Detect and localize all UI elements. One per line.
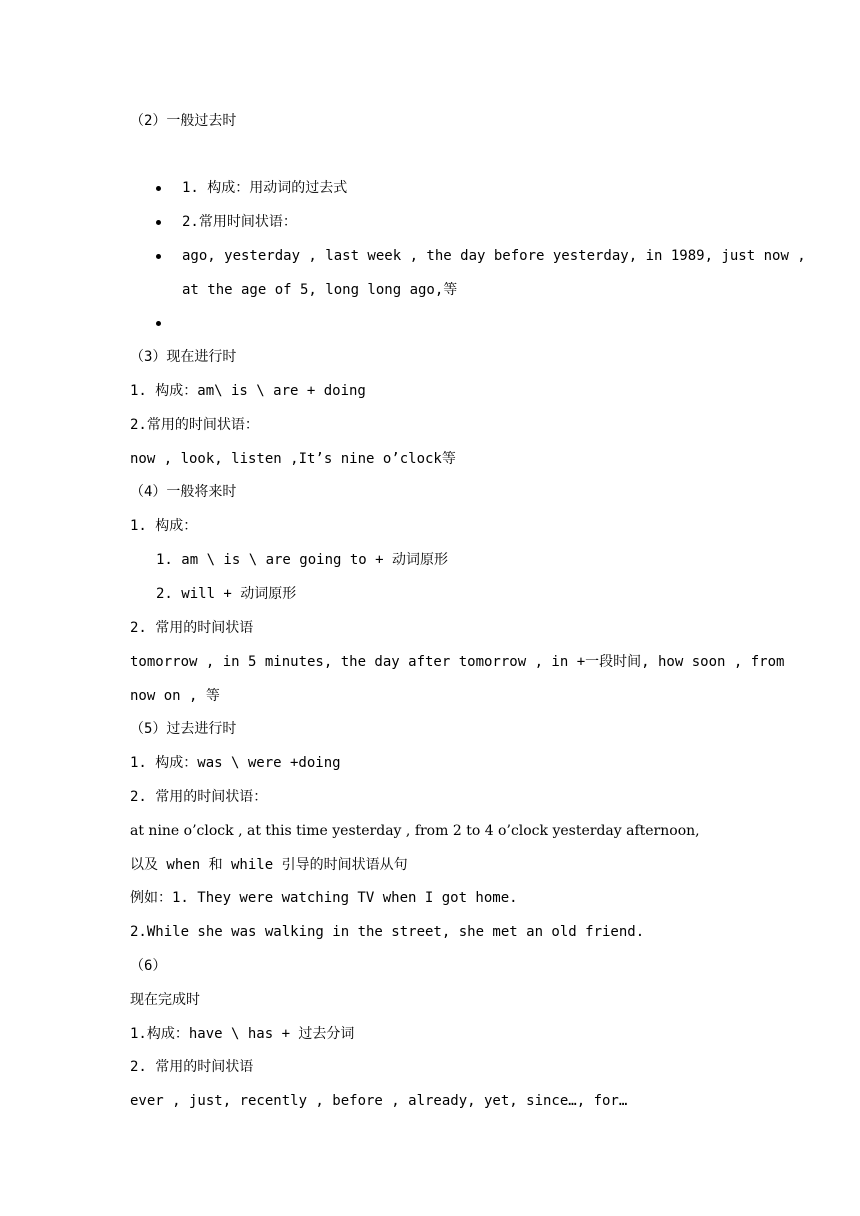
- s2-adverbial-line-1: ago, yesterday , last week , the day before yesterday, in 1989, just now ,: [182, 248, 806, 264]
- s2-structure: 1. 构成：用动词的过去式: [182, 180, 348, 196]
- section-3-title: （3）现在进行时: [130, 349, 237, 365]
- s6-structure: 1.构成：have \ has + 过去分词: [130, 1026, 355, 1042]
- bullet-dot: [156, 186, 161, 191]
- s6-adverbial-examples: ever , just, recently , before , already, yet, since…, for…: [130, 1093, 628, 1109]
- s4-structure-item-1: 1. am \ is \ are going to + 动词原形: [156, 552, 449, 568]
- s3-adverbial-label: 2.常用的时间状语：: [130, 417, 259, 433]
- s5-example-1: 例如：1. They were watching TV when I got home.: [130, 890, 518, 906]
- s4-adverbial-line-1: tomorrow , in 5 minutes, the day after tomorrow , in +一段时间, how soon , from: [130, 654, 785, 670]
- s5-adverbial-label: 2. 常用的时间状语：: [130, 789, 268, 805]
- bullet-dot-empty: [156, 321, 161, 326]
- section-2-title: （2）一般过去时: [130, 113, 237, 129]
- s4-adverbial-label: 2. 常用的时间状语: [130, 620, 254, 636]
- s3-adverbial-examples: now , look, listen ,It’s nine o’clock等: [130, 451, 456, 467]
- s4-structure-label: 1. 构成：: [130, 518, 198, 534]
- s4-adverbial-line-2: now on , 等: [130, 688, 220, 704]
- s5-clause-note: 以及 when 和 while 引导的时间状语从句: [130, 857, 408, 873]
- s3-structure: 1. 构成：am\ is \ are + doing: [130, 383, 366, 399]
- section-6-title: （6）: [130, 958, 167, 974]
- bullet-dot: [156, 220, 161, 225]
- s5-adverbial-examples: at nine o’clock , at this time yesterday , from 2 to 4 o’clock yesterday afternoon,: [130, 823, 700, 839]
- s4-structure-item-2: 2. will + 动词原形: [156, 586, 297, 602]
- s5-structure: 1. 构成：was \ were +doing: [130, 755, 341, 771]
- bullet-dot: [156, 254, 161, 259]
- s6-adverbial-label: 2. 常用的时间状语: [130, 1059, 254, 1075]
- s6-heading: 现在完成时: [130, 992, 200, 1008]
- s5-example-2: 2.While she was walking in the street, she met an old friend.: [130, 924, 645, 940]
- s2-adverbial-line-2: at the age of 5, long long ago,等: [182, 282, 458, 298]
- section-5-title: （5）过去进行时: [130, 721, 237, 737]
- section-4-title: （4）一般将来时: [130, 484, 237, 500]
- s2-adverbial-label: 2.常用时间状语：: [182, 214, 297, 230]
